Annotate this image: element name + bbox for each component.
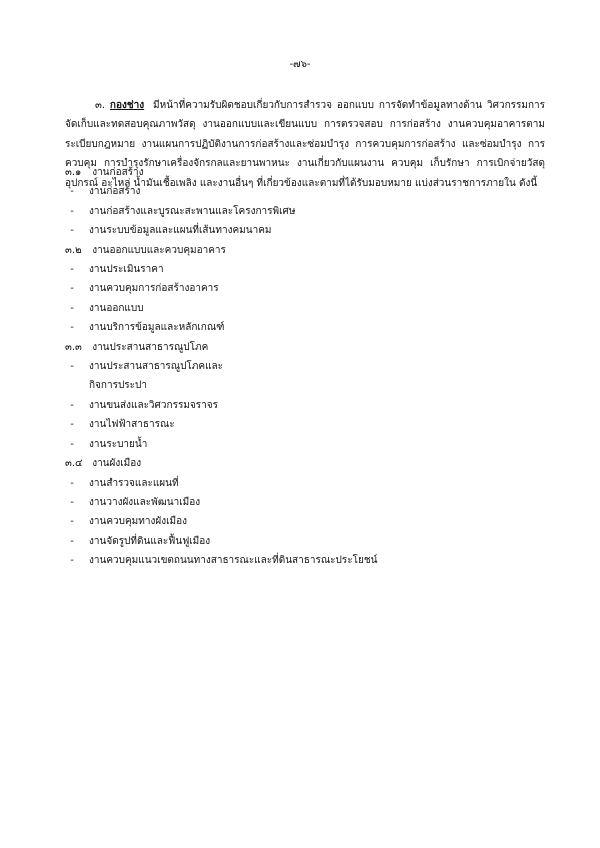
list-item-text: งานควบคุมทางผังเมือง [89, 516, 187, 528]
dash-bullet: - [70, 225, 74, 237]
list-item [65, 396, 545, 415]
list-item [65, 512, 545, 531]
list-item-text: งานก่อสร้าง [89, 186, 141, 198]
list-item-text: งานระบายน้ำ [89, 438, 148, 450]
list-item-text: งานขนส่งและวิศวกรรมจราจร [89, 399, 218, 411]
list-item-text: งานควบคุมแนวเขตถนนทางสาธารณะและที่ดินสาธารณะประโยชน์ [89, 555, 378, 567]
list-item [65, 221, 545, 240]
section-heading [65, 338, 545, 357]
list-item [65, 318, 545, 337]
dash-bullet: - [70, 205, 74, 217]
list-item [65, 435, 545, 454]
intro-text: มีหน้าที่ความรับผิดชอบเกี่ยวกับการสำรวจ ออกแบบ การจัดทำข้อมูลทางด้าน วิศวกรรมการ จัดเก็บและทดสอบคุณภาพวัสดุ งานออกแบบและเขียนแบบ การตรวจสอบ การก่อสร้าง งานควบคุมอาคารตาม ระเบียบกฎหมาย งานแผนการปฏิบัติงานการก่อสร้างและซ่อมบำรุง การควบคุมการก่อสร้าง และซ่อมบำรุง การ ควบคุม การบำรุงรักษาเครื่องจักรกลและยานพาหนะ งานเกี่ยวกับแผนงาน ควบคุม เก็บรักษา การเบิกจ่ายวัสดุ อุปกรณ์ อะไหล่ น้ำมันเชื้อเพลิง และงานอื่นๆ ที่เกี่ยวข้องและตามที่ได้รับมอบหมาย แบ่งส่วนราชการภายใน ดังนี้ [65, 100, 545, 189]
section-title: งานประสานสาธารณูปโภค [92, 341, 209, 353]
dash-bullet: - [70, 399, 74, 411]
list-item [65, 182, 545, 201]
list-item-continuation: กิจการประปา [89, 380, 148, 392]
dash-bullet: - [70, 496, 74, 508]
list-item [65, 202, 545, 221]
section-number: ๓.๓ [65, 341, 82, 353]
dash-bullet: - [70, 516, 74, 528]
intro-number: ๓. [95, 100, 106, 111]
section-heading [65, 163, 545, 182]
section-number: ๓.๔ [65, 458, 83, 470]
sections-list [65, 163, 545, 571]
dash-bullet: - [70, 361, 74, 373]
list-item-text: งานระบบข้อมูลและแผนที่เส้นทางคมนาคม [89, 225, 272, 237]
list-item-text: งานบริการข้อมูลและหลักเกณฑ์ [89, 322, 225, 334]
section-title: งานก่อสร้าง [92, 167, 144, 178]
list-item [65, 299, 545, 318]
list-item [65, 551, 545, 570]
list-item-text: งานสำรวจและแผนที่ [89, 477, 179, 489]
section-title: งานออกแบบและควบคุมอาคาร [92, 244, 226, 256]
list-item [65, 357, 545, 396]
list-item [65, 493, 545, 512]
section-heading [65, 241, 545, 260]
dash-bullet: - [70, 264, 74, 276]
department-name: กองช่าง [109, 100, 145, 111]
list-item-text: งานประสานสาธารณูปโภคและ [89, 361, 224, 373]
section-heading [65, 454, 545, 473]
page-number: -๗๖- [289, 59, 311, 70]
section-title: งานผังเมือง [92, 458, 142, 470]
list-item-text: งานออกแบบ [89, 302, 144, 314]
dash-bullet: - [70, 555, 74, 567]
dash-bullet: - [70, 322, 74, 334]
list-item-text: งานประเมินราคา [89, 264, 164, 276]
section-number: ๓.๒ [65, 244, 82, 256]
dash-bullet: - [70, 283, 74, 295]
dash-bullet: - [70, 535, 74, 547]
list-item-text: งานจัดรูปที่ดินและฟื้นฟูเมือง [89, 535, 211, 547]
list-item-text: งานไฟฟ้าสาธารณะ [89, 419, 175, 431]
list-item [65, 415, 545, 434]
dash-bullet: - [70, 477, 74, 489]
dash-bullet: - [70, 302, 74, 314]
list-item [65, 532, 545, 551]
section-number: ๓.๑ [65, 167, 82, 178]
list-item-text: งานวางผังและพัฒนาเมือง [89, 496, 201, 508]
dash-bullet: - [70, 438, 74, 450]
list-item [65, 260, 545, 279]
dash-bullet: - [70, 419, 74, 431]
list-item [65, 474, 545, 493]
list-item-text: งานก่อสร้างและบูรณะสะพานและโครงการพิเศษ [89, 205, 296, 217]
list-item-text: งานควบคุมการก่อสร้างอาคาร [89, 283, 219, 295]
list-item [65, 279, 545, 298]
dash-bullet: - [70, 186, 74, 198]
